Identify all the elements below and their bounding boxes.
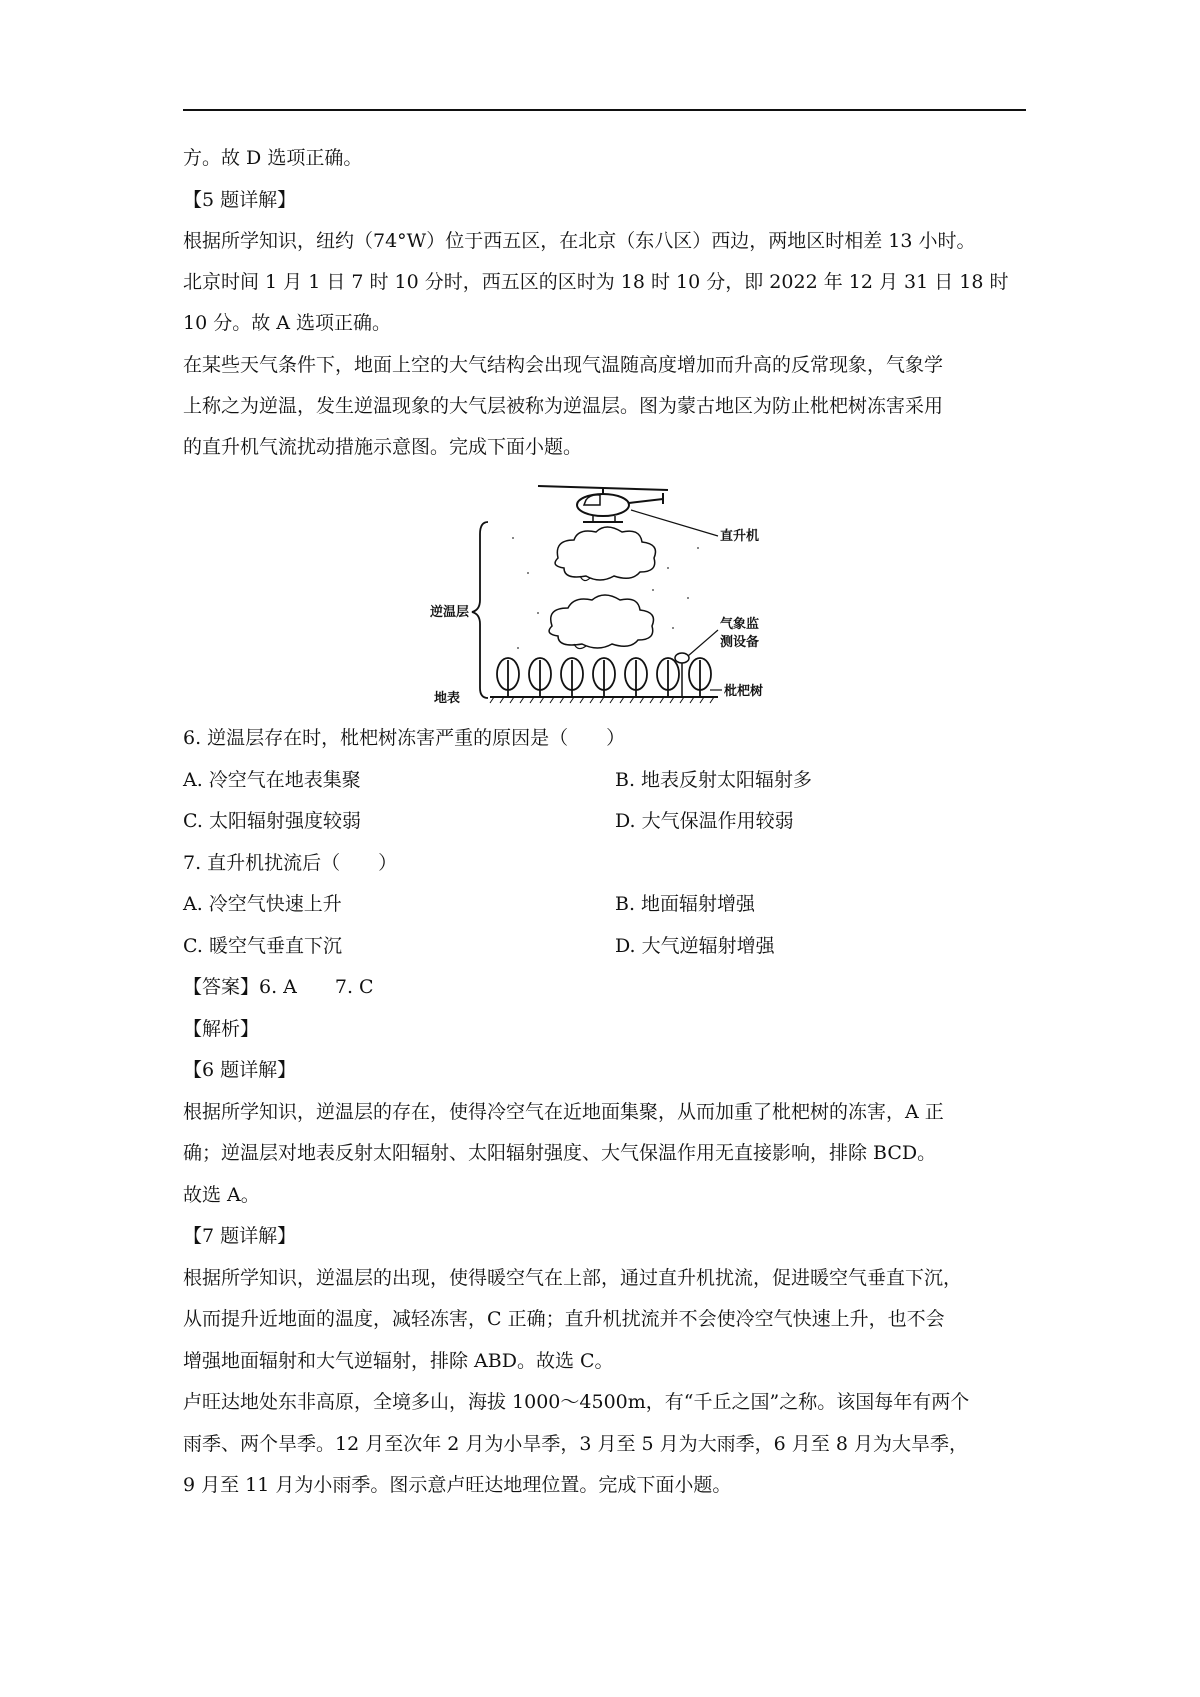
q6-option-b: B. 地表反射太阳辐射多 (615, 769, 813, 791)
text-line: 雨季、两个旱季。12 月至次年 2 月为小旱季，3 月至 5 月为大雨季，6 月至 8 月为大旱季， (183, 1433, 968, 1455)
tree-icon (561, 658, 583, 696)
text-line: 10 分。故 A 选项正确。 (183, 312, 392, 334)
weather-station-icon (675, 653, 689, 696)
inversion-diagram (418, 478, 788, 710)
text-line: 方。故 D 选项正确。 (183, 147, 363, 169)
inversion-brace (472, 522, 488, 698)
label-loquat-tree: 枇杷树 (724, 684, 764, 699)
question-7-stem: 7. 直升机扰流后（ ） (183, 852, 398, 874)
text-line: 卢旺达地处东非高原，全境多山，海拔 1000～4500m，有“千丘之国”之称。该国每年有两个 (183, 1391, 970, 1413)
question-6-stem: 6. 逆温层存在时，枇杷树冻害严重的原因是（ ） (183, 727, 626, 749)
section-heading: 【7 题详解】 (183, 1225, 297, 1247)
tree-icon (689, 658, 711, 696)
tree-icon (593, 658, 615, 696)
lower-cloud (549, 595, 653, 648)
tree-row (497, 658, 711, 696)
section-heading: 【5 题详解】 (183, 189, 297, 211)
text-line: 上称之为逆温，发生逆温现象的大气层被称为逆温层。图为蒙古地区为防止枇杷树冻害采用 (183, 395, 944, 417)
section-heading: 【6 题详解】 (183, 1059, 297, 1081)
text-line: 根据所学知识，逆温层的存在，使得冷空气在近地面集聚，从而加重了枇杷树的冻害，A 正 (183, 1101, 944, 1123)
label-ground: 地表 (434, 691, 461, 706)
q7-option-d: D. 大气逆辐射增强 (615, 935, 775, 957)
q7-option-b: B. 地面辐射增强 (615, 893, 756, 915)
q6-option-a: A. 冷空气在地表集聚 (183, 769, 361, 791)
tree-icon (529, 658, 551, 696)
text-line: 根据所学知识，纽约（74°W）位于西五区，在北京（东八区）西边，两地区时相差 13 小时。 (183, 230, 976, 252)
tree-icon (625, 658, 647, 696)
header-rule (183, 109, 1026, 111)
answer-line: 【答案】6. A 7. C (183, 976, 374, 998)
upper-cloud (555, 527, 655, 580)
helicopter-icon (577, 493, 663, 522)
text-line: 根据所学知识，逆温层的出现，使得暖空气在上部，通过直升机扰流，促进暖空气垂直下沉， (183, 1267, 963, 1289)
q6-option-d: D. 大气保温作用较弱 (615, 810, 794, 832)
analysis-heading: 【解析】 (183, 1018, 260, 1040)
label-monitor-1: 气象监 (720, 617, 760, 632)
tree-icon (657, 658, 679, 696)
text-line: 9 月至 11 月为小雨季。图示意卢旺达地理位置。完成下面小题。 (183, 1474, 732, 1496)
q7-option-a: A. 冷空气快速上升 (183, 893, 342, 915)
tree-icon (497, 658, 519, 696)
text-line: 增强地面辐射和大气逆辐射，排除 ABD。故选 C。 (183, 1350, 614, 1372)
text-line: 在某些天气条件下，地面上空的大气结构会出现气温随高度增加而升高的反常现象，气象学 (183, 354, 944, 376)
label-inversion-layer: 逆温层 (430, 605, 470, 620)
text-line: 的直升机气流扰动措施示意图。完成下面小题。 (183, 436, 583, 458)
label-monitor-2: 测设备 (720, 635, 760, 650)
q7-option-c: C. 暖空气垂直下沉 (183, 935, 342, 957)
text-line: 确；逆温层对地表反射太阳辐射、太阳辐射强度、大气保温作用无直接影响，排除 BCD。 (183, 1142, 937, 1164)
text-line: 北京时间 1 月 1 日 7 时 10 分时，西五区的区时为 18 时 10 分，即 2022 年 12 月 31 日 18 时 (183, 271, 1009, 293)
text-line: 从而提升近地面的温度，减轻冻害，C 正确；直升机扰流并不会使冷空气快速上升，也不会 (183, 1308, 945, 1330)
text-line: 故选 A。 (183, 1184, 260, 1206)
label-helicopter: 直升机 (720, 529, 760, 544)
q6-option-c: C. 太阳辐射强度较弱 (183, 810, 361, 832)
